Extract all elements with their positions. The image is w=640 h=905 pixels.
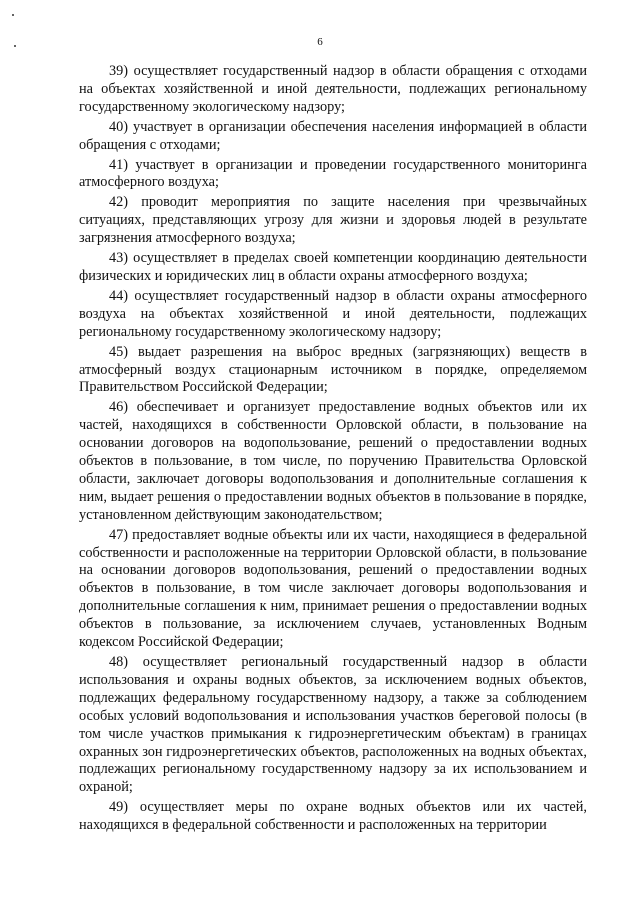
paragraph-40: 40) участвует в организации обеспечения населения информацией в области обращения с отходами; [79, 118, 587, 153]
paragraph-41: 41) участвует в организации и проведении государственного мониторинга атмосферного воздуха; [79, 156, 587, 191]
document-body [79, 63, 587, 837]
scan-speck [12, 14, 14, 16]
paragraph-47: 47) предоставляет водные объекты или их части, находящиеся в федеральной собственности и расположенные на территории Орловской области, в пользование на основании договоров водопользования, решений о предоставлении водных объектов в пользование, в том числе заключает договоры водопользования и дополнительные соглашения к ним, принимает решения о предоставлении водных объектов в пользование, за исключением случаев, установленных Водным кодексом Российской Федерации; [79, 526, 587, 651]
paragraph-39: 39) осуществляет государственный надзор в области обращения с отходами на объектах хозяйственной и иной деятельности, подлежащих региональному государственному экологическому надзору; [79, 63, 587, 115]
paragraph-44: 44) осуществляет государственный надзор в области охраны атмосферного воздуха на объектах хозяйственной и иной деятельности, подлежащих региональному государственному экологическому надзору; [79, 287, 587, 340]
paragraph-42: 42) проводит мероприятия по защите населения при чрезвычайных ситуациях, представляющих угрозу для жизни и здоровья людей в результате загрязнения атмосферного воздуха; [79, 194, 587, 247]
paragraph-43: 43) осуществляет в пределах своей компетенции координацию деятельности физических и юридических лиц в области охраны атмосферного воздуха; [79, 250, 587, 284]
paragraph-45: 45) выдает разрешения на выброс вредных (загрязняющих) веществ в атмосферный воздух стационарным источником в порядке, определяемом Правительством Российской Федерации; [79, 343, 587, 396]
paragraph-48: 48) осуществляет региональный государственный надзор в области использования и охраны водных объектов, за исключением водных объектов, подлежащих федеральному государственному надзору, а также за соблюдением особых условий водопользования и использования участков береговой полосы (в том числе участков примыкания к гидроэнергетическим объектам) в границах охранных зон гидроэнергетических объектов, расположенных на водных объектах, подлежащих региональному государственному надзору за их использованием и охраной; [79, 654, 587, 796]
paragraph-49: 49) осуществляет меры по охране водных объектов или их частей, находящихся в федеральной собственности и расположенных на территории [79, 799, 587, 834]
paragraph-46: 46) обеспечивает и организует предоставление водных объектов или их частей, находящихся в собственности Орловской области, в пользование на основании договоров на водопользование, решений о предоставлении водных объектов в пользование, в том числе, по поручению Правительства Орловской области, заключает договоры водопользования и дополнительные соглашения к ним, выдает решения о предоставлении водных объектов в пользование в порядке, установленном действующим законодательством; [79, 399, 587, 523]
page-number: 6 [317, 36, 323, 48]
